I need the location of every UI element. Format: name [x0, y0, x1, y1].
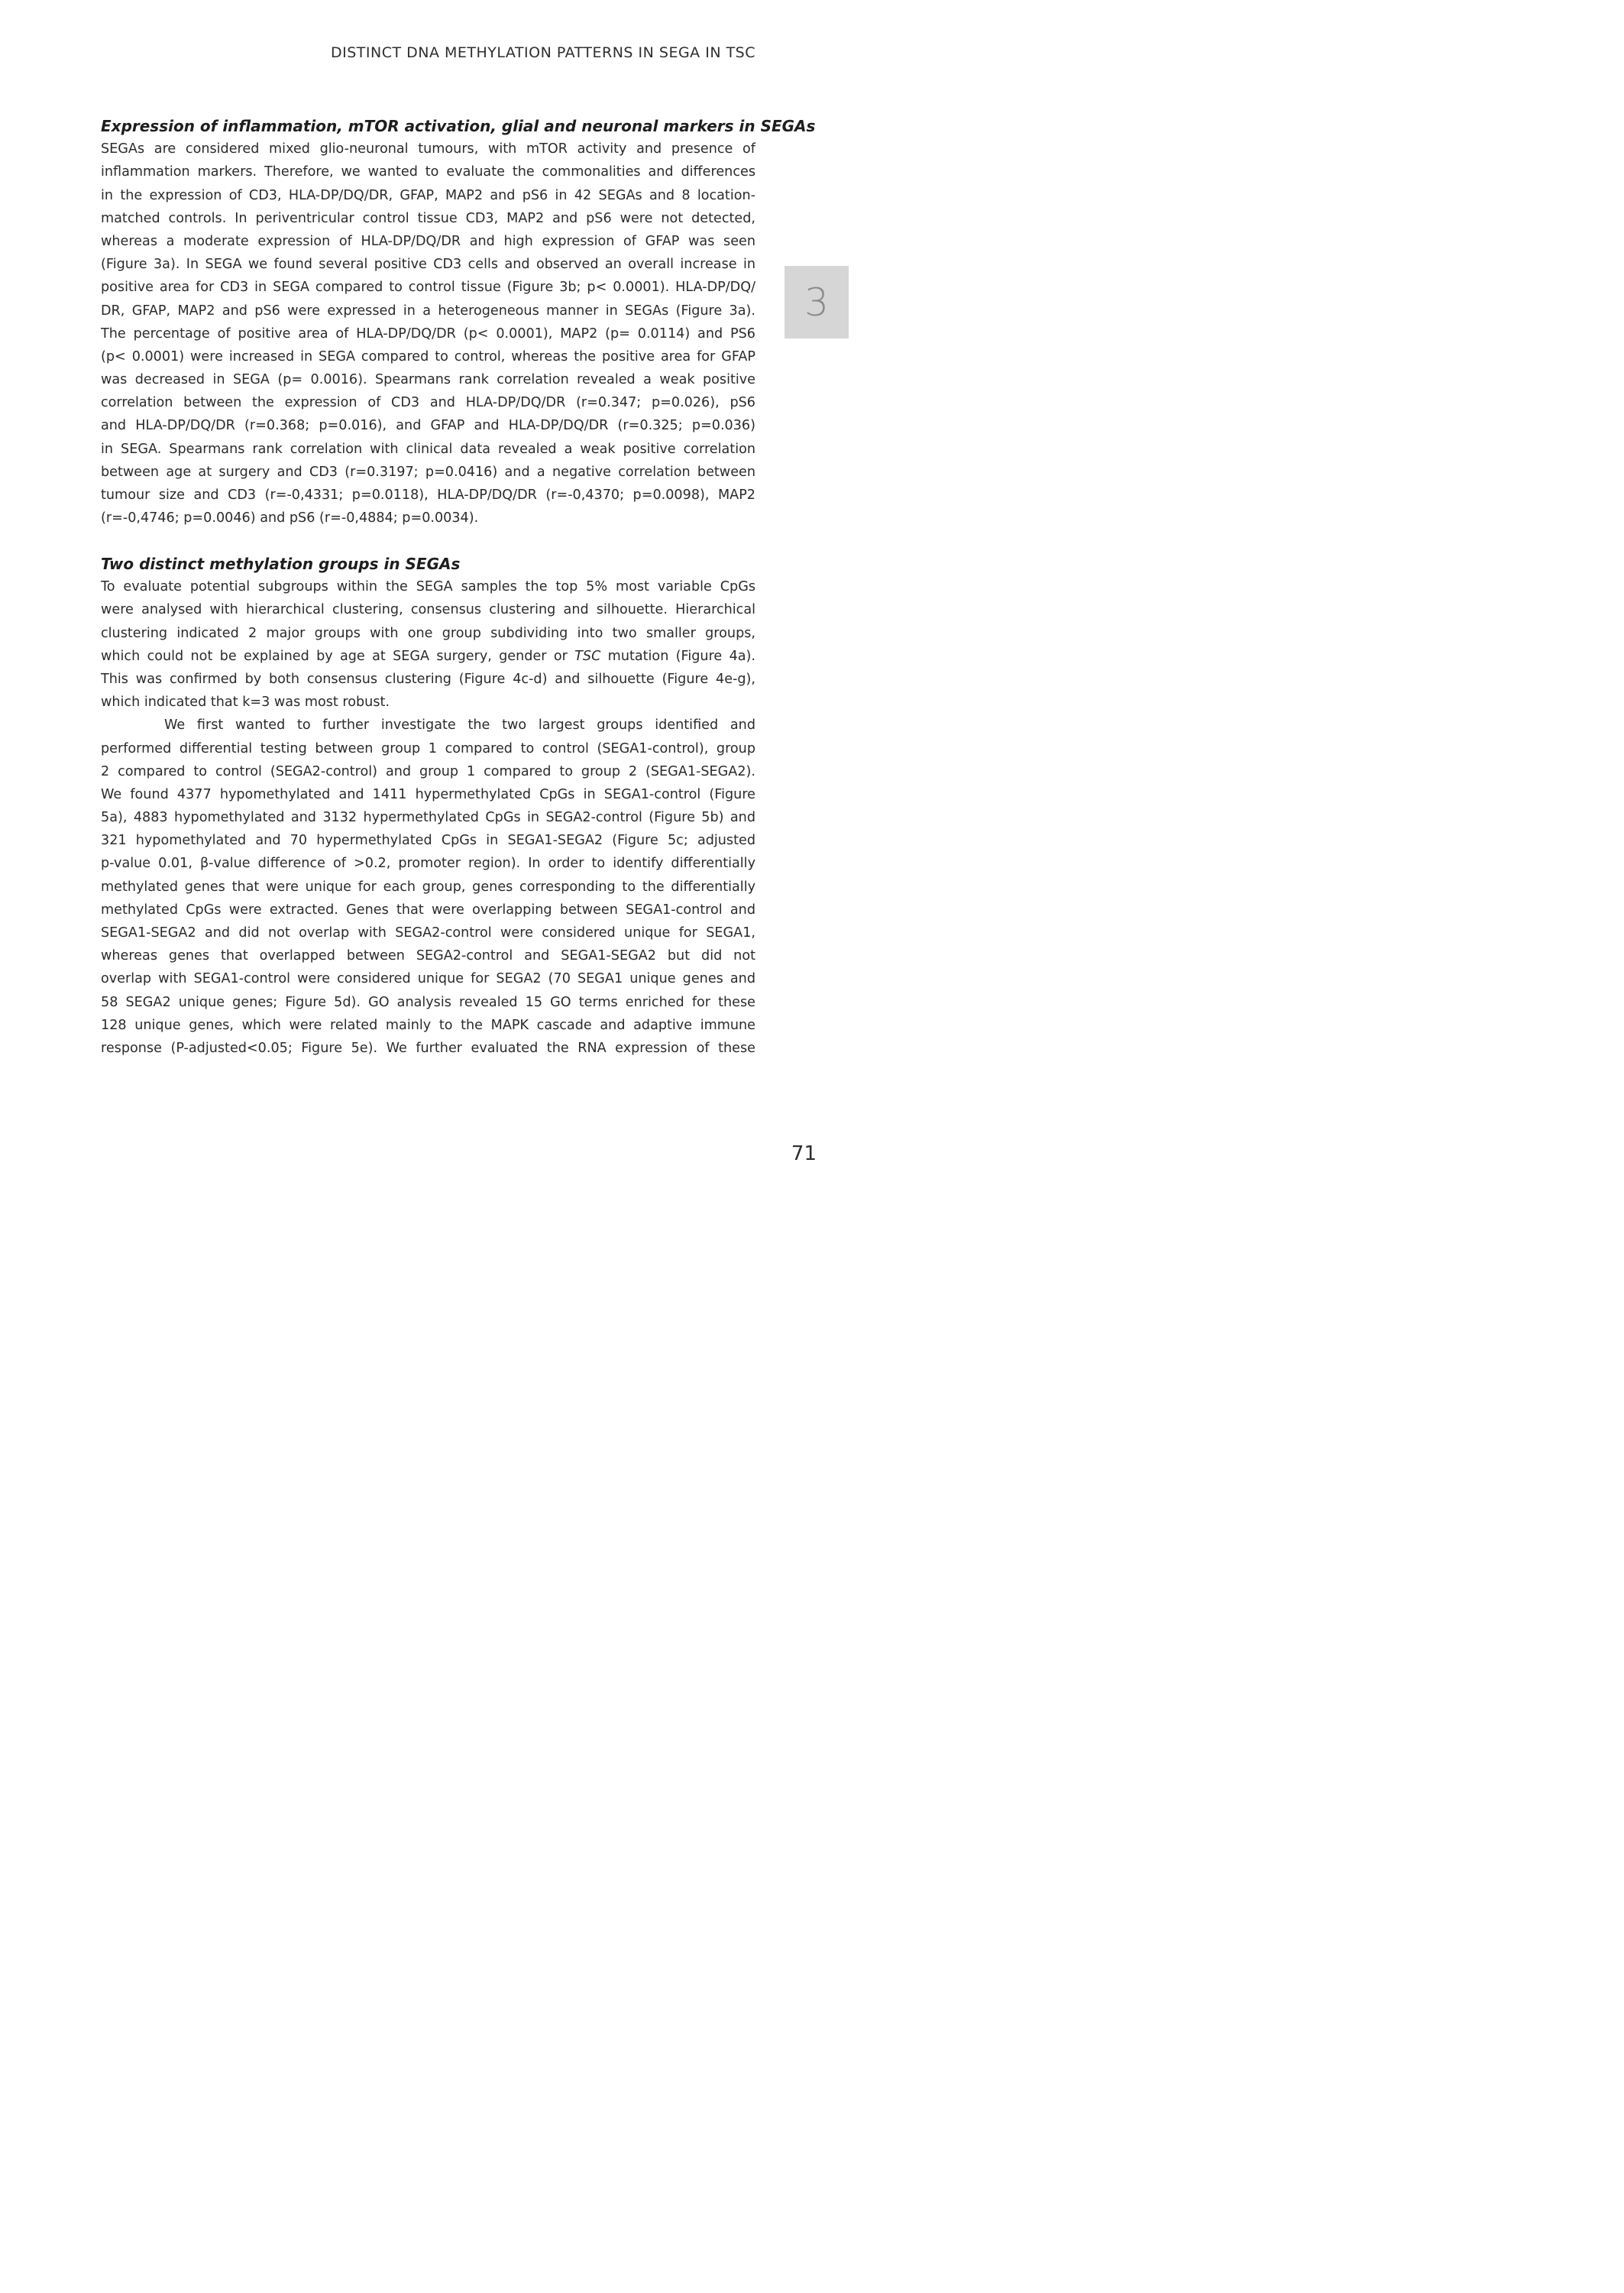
- text-line: inflammation markers. Therefore, we wanted to evaluate the commonalities and differences: [101, 164, 755, 180]
- text-line: The percentage of positive area of HLA-DP/DQ/DR (p< 0.0001), MAP2 (p= 0.0114) and PS6: [101, 325, 755, 342]
- text-line: DR, GFAP, MAP2 and pS6 were expressed in a heterogeneous manner in SEGAs (Figure 3a).: [101, 303, 755, 319]
- text-line: 321 hypomethylated and 70 hypermethylated CpGs in SEGA1-SEGA2 (Figure 5c; adjusted: [101, 833, 755, 849]
- text-line: This was confirmed by both consensus clustering (Figure 4c-d) and silhouette (Figure 4e-g),: [101, 671, 755, 687]
- text-line: matched controls. In periventricular control tissue CD3, MAP2 and pS6 were not detected,: [101, 210, 755, 226]
- text-line: methylated genes that were unique for each group, genes corresponding to the differentially: [101, 879, 755, 895]
- text-line: which indicated that k=3 was most robust.: [101, 695, 390, 711]
- section-inflammation-markers: [101, 115, 816, 530]
- text-run: which could not be explained by age at SEGA surgery, gender or: [101, 648, 575, 664]
- text-line: [101, 645, 755, 668]
- text-line: 58 SEGA2 unique genes; Figure 5d). GO analysis revealed 15 GO terms enriched for these: [101, 994, 755, 1010]
- text-line: 128 unique genes, which were related mainly to the MAPK cascade and adaptive immune: [101, 1017, 755, 1033]
- text-line: whereas a moderate expression of HLA-DP/DQ/DR and high expression of GFAP was seen: [101, 233, 755, 249]
- paragraph: [101, 575, 755, 714]
- paragraph: [101, 714, 755, 1060]
- page: [0, 0, 849, 1201]
- gene-name-italic: TSC: [574, 648, 601, 664]
- text-line: was decreased in SEGA (p= 0.0016). Spearmans rank correlation revealed a weak positive: [101, 372, 755, 388]
- section-methylation-groups: [101, 552, 755, 1060]
- text-line: response (P-adjusted<0.05; Figure 5e). We further evaluated the RNA expression of these: [101, 1040, 755, 1056]
- text-line: SEGAs are considered mixed glio-neuronal tumours, with mTOR activity and presence of: [101, 141, 755, 157]
- text-line: tumour size and CD3 (r=-0,4331; p=0.0118), HLA-DP/DQ/DR (r=-0,4370; p=0.0098), MAP2: [101, 487, 755, 504]
- text-line: positive area for CD3 in SEGA compared to control tissue (Figure 3b; p< 0.0001). HLA-DP/DQ/: [101, 280, 755, 296]
- text-run: mutation (Figure 4a).: [600, 648, 755, 664]
- text-line: (r=-0,4746; p=0.0046) and pS6 (r=-0,4884; p=0.0034).: [101, 510, 479, 526]
- text-line: To evaluate potential subgroups within the SEGA samples the top 5% most variable CpGs: [101, 579, 755, 595]
- text-line: performed differential testing between group 1 compared to control (SEGA1-control), group: [101, 740, 755, 756]
- text-line: overlap with SEGA1-control were considered unique for SEGA2 (70 SEGA1 unique genes and: [101, 971, 755, 987]
- text-line: were analysed with hierarchical clustering, consensus clustering and silhouette. Hierarchical: [101, 602, 755, 618]
- section-heading: Two distinct methylation groups in SEGAs: [101, 555, 461, 573]
- text-line: clustering indicated 2 major groups with one group subdividing into two smaller groups,: [101, 625, 755, 641]
- text-line: correlation between the expression of CD3 and HLA-DP/DQ/DR (r=0.347; p=0.026), pS6: [101, 395, 755, 411]
- page-number: 71: [791, 1142, 817, 1165]
- text-line: between age at surgery and CD3 (r=0.3197; p=0.0416) and a negative correlation between: [101, 464, 755, 480]
- text-line: 2 compared to control (SEGA2-control) and group 1 compared to group 2 (SEGA1-SEGA2).: [101, 763, 755, 779]
- text-line: We found 4377 hypomethylated and 1411 hypermethylated CpGs in SEGA1-control (Figure: [101, 786, 755, 802]
- text-line: 5a), 4883 hypomethylated and 3132 hypermethylated CpGs in SEGA2-control (Figure 5b) and: [101, 810, 755, 826]
- text-line: (p< 0.0001) were increased in SEGA compared to control, whereas the positive area for GFAP: [101, 348, 755, 364]
- text-line: We first wanted to further investigate the two largest groups identified and: [164, 717, 755, 734]
- text-line: in SEGA. Spearmans rank correlation with clinical data revealed a weak positive correlation: [101, 441, 755, 457]
- section-heading: Expression of inflammation, mTOR activation, glial and neuronal markers in SEGAs: [101, 117, 816, 135]
- text-line: (Figure 3a). In SEGA we found several positive CD3 cells and observed an overall increase in: [101, 257, 755, 273]
- paragraph: [101, 138, 755, 530]
- text-line: whereas genes that overlapped between SEGA2-control and SEGA1-SEGA2 but did not: [101, 948, 755, 964]
- text-line: methylated CpGs were extracted. Genes that were overlapping between SEGA1-control and: [101, 902, 755, 918]
- text-line: SEGA1-SEGA2 and did not overlap with SEGA2-control were considered unique for SEGA1,: [101, 925, 755, 941]
- running-head: DISTINCT DNA METHYLATION PATTERNS IN SEGA IN TSC: [331, 44, 755, 61]
- text-line: p-value 0.01, β-value difference of >0.2, promoter region). In order to identify differentially: [101, 856, 755, 872]
- text-line: and HLA-DP/DQ/DR (r=0.368; p=0.016), and GFAP and HLA-DP/DQ/DR (r=0.325; p=0.036): [101, 418, 755, 434]
- text-line: in the expression of CD3, HLA-DP/DQ/DR, GFAP, MAP2 and pS6 in 42 SEGAs and 8 location-: [101, 187, 755, 203]
- chapter-tab: 3: [785, 266, 849, 338]
